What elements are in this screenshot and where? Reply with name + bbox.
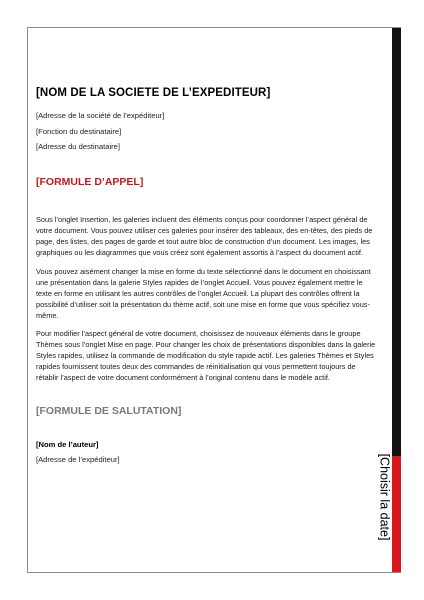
letter-body: [36, 214, 376, 383]
date-placeholder[interactable]: [Choisir la date]: [377, 453, 392, 541]
letter-content: [36, 86, 376, 465]
author-name[interactable]: [Nom de l’auteur]: [36, 439, 99, 449]
address-block: [36, 111, 376, 152]
author-address[interactable]: [Adresse de l’expéditeur]: [36, 454, 120, 464]
date-picker-field[interactable]: [376, 453, 392, 541]
sidebar-red-band: [392, 456, 401, 572]
salutation[interactable]: [FORMULE D’APPEL]: [36, 176, 144, 189]
sender-address[interactable]: [Adresse de la société de l’expéditeur]: [36, 111, 165, 120]
body-paragraph-1[interactable]: Sous l’onglet Insertion, les galeries incluent des éléments conçus pour coordonner l’aspect général de votre document. Vous pouvez utiliser ces galeries pour insérer des tableaux, des en-têtes, des pieds de page, des listes, des pages de garde et tout autre bloc de construction d’un document. Les images, les graphiques ou les diagrammes que vous créez sont également assortis à l’aspect du document actif.: [36, 215, 373, 258]
sidebar-dark-band: [392, 28, 401, 456]
body-paragraph-2[interactable]: Vous pouvez aisément changer la mise en forme du texte sélectionné dans le document en choisissant une présentation dans la galerie Styles rapides de l’onglet Accueil. Vous pouvez également mettre le texte en forme en utilisant les autres contrôles de l’onglet Accueil. La plupart des contrôles offrent la possibilité d’utiliser soit la présentation du thème actif, soit une mise en forme que vous spécifiez vous-même.: [36, 266, 371, 320]
body-paragraph-3[interactable]: Pour modifier l’aspect général de votre document, choisissez de nouveaux éléments dans le groupe Thèmes sous l’onglet Mise en page. Pour changer les choix de présentations disponibles dans la galerie Styles rapides, utilisez la commande de modification du style rapide actif. Les galeries Thèmes et Styles rapides fournissent toutes deux des commandes de réinitialisation qui vous permettent toujours de rétablir l’aspect de votre document conformément à l’original contenu dans le modèle actif.: [36, 329, 376, 383]
recipient-function[interactable]: [Fonction du destinataire]: [36, 126, 122, 136]
closing-formula[interactable]: [FORMULE DE SALUTATION]: [36, 404, 182, 417]
recipient-address[interactable]: [Adresse du destinataire]: [36, 142, 121, 152]
company-name[interactable]: [NOM DE LA SOCIETE DE L’EXPEDITEUR]: [36, 87, 271, 99]
